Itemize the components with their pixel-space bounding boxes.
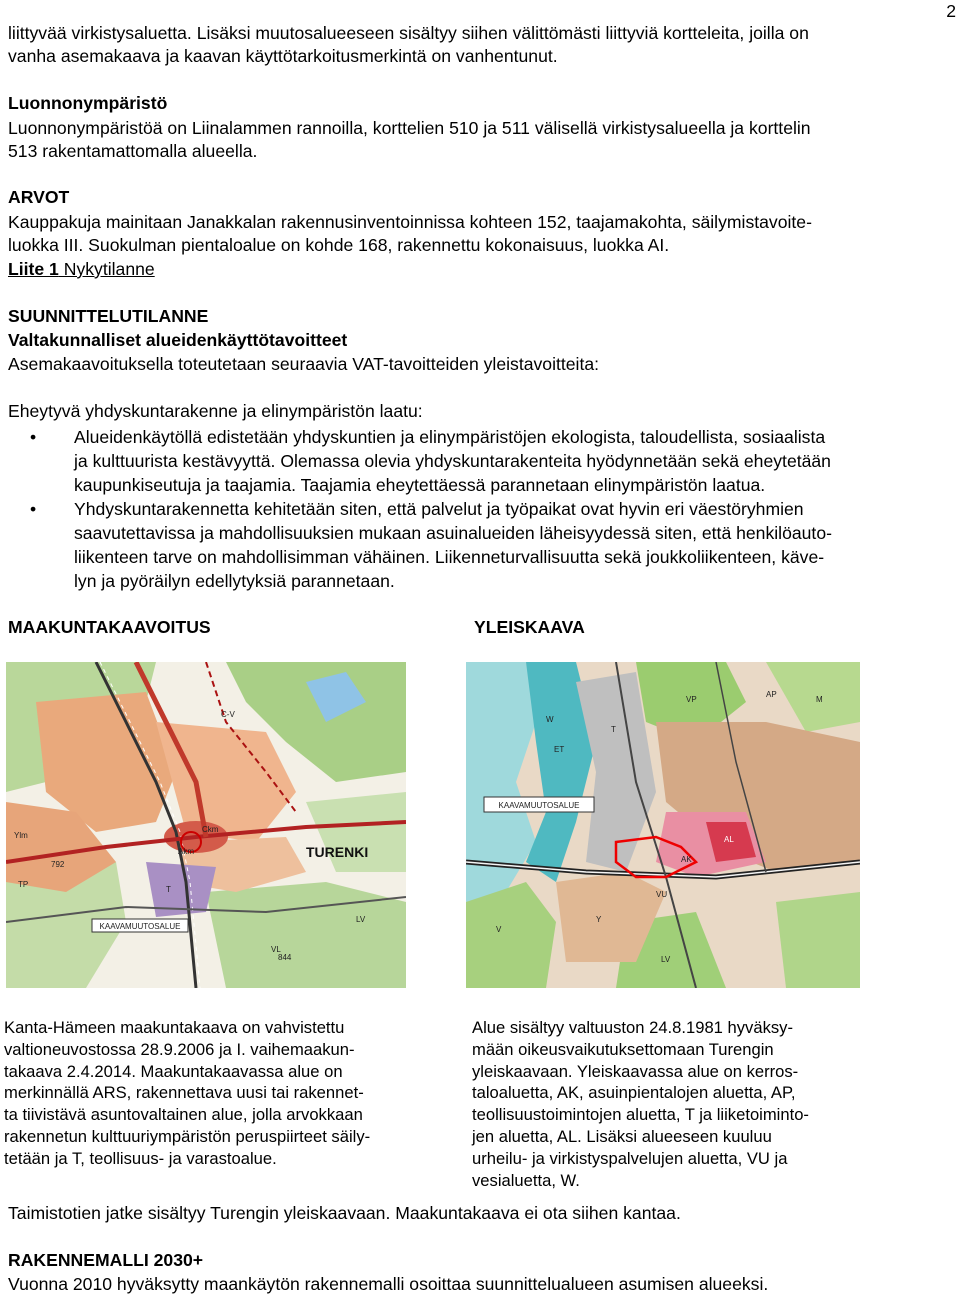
t-label: T (166, 885, 171, 894)
general-map-image (466, 662, 860, 988)
general-caption-line: vesialuetta, W. (472, 1170, 580, 1190)
regional-area-label: KAAVAMUUTOSALUE (99, 922, 181, 931)
ylm-label: Ylm (14, 831, 28, 840)
vp-label: VP (686, 695, 697, 704)
regional-plan-heading: MAAKUNTAKAAVOITUS (8, 617, 211, 637)
ak-label: AK (681, 855, 692, 864)
regional-caption-line: valtioneuvostossa 28.9.2006 ja I. vaihemaakun- (4, 1039, 355, 1059)
page-number: 2 (946, 1, 956, 21)
bullet-icon: • (30, 427, 37, 447)
regional-caption-line: takaava 2.4.2014. Maakuntakaavassa alue on (4, 1061, 343, 1081)
t-label: T (611, 725, 616, 734)
regional-caption-line: merkinnällä ARS, rakennettava uusi tai rakennet- (4, 1083, 364, 1103)
intro-line-2: vanha asemakaava ja kaavan käyttötarkoitusmerkintä on vanhentunut. (8, 46, 558, 66)
al-label: AL (724, 835, 734, 844)
general-caption-line: yleiskaavaan. Yleiskaavassa alue on kerros- (472, 1061, 799, 1081)
model-line: Vuonna 2010 hyväksytty maankäytön rakennemalli osoittaa suunnittelualueen asumisen alueeksi. (8, 1274, 769, 1294)
regional-caption-line: rakennetun kulttuuriympäristön peruspiirteet säily- (4, 1126, 371, 1146)
vl-label: VL (271, 945, 281, 954)
lv-label: LV (661, 955, 671, 964)
general-caption-line: Alue sisältyy valtuuston 24.8.1981 hyväksy- (472, 1018, 793, 1037)
road-844-label: 844 (278, 953, 292, 962)
general-plan-map (466, 662, 860, 988)
bullet-icon: • (30, 499, 37, 519)
nature-heading: Luonnonympäristö (8, 93, 168, 113)
m-label: M (816, 695, 823, 704)
lv-label: LV (356, 915, 366, 924)
nature-line-1: Luonnonympäristöä on Liinalammen rannoilla, korttelien 510 ja 511 välisellä virkistysalueella ja korttelin (8, 118, 811, 138)
regional-caption (4, 1017, 444, 1170)
regional-caption-line: tetään ja T, teollisuus- ja varastoalue. (4, 1148, 277, 1168)
ap-label: AP (766, 690, 777, 699)
vu-label: VU (656, 890, 668, 899)
planning-line: Asemakaavoituksella toteutetaan seuraavia VAT-tavoitteiden yleistavoitteita: (8, 354, 600, 374)
general-caption (472, 1017, 912, 1191)
nature-line-2: 513 rakentamattomalla alueella. (8, 141, 258, 161)
akm-label: Akm (178, 847, 194, 856)
road-792-label: 792 (51, 860, 65, 869)
regional-caption-line: Kanta-Hämeen maakuntakaava on vahvistettu (4, 1018, 345, 1037)
list-item (8, 498, 954, 594)
planning-heading: SUUNNITTELUTILANNE (8, 306, 209, 326)
cv-label: C-V (221, 710, 235, 719)
bullet-1-line-1: Alueidenkäytöllä edistetään yhdyskuntien ja elinympäristöjen ekologista, taloudellista, sosiaalista (74, 427, 826, 447)
appendix-link[interactable] (8, 258, 954, 282)
w-label: W (546, 715, 554, 724)
regional-map-image (6, 662, 406, 988)
general-caption-line: taloaluetta, AK, asuinpientalojen aluetta, AP, (472, 1083, 796, 1103)
appendix-text: Nykytilanne (58, 259, 155, 279)
tp-label: TP (18, 880, 29, 889)
note-text: Taimistotien jatke sisältyy Turengin yleiskaavaan. Maakuntakaava ei ota siihen kantaa. (8, 1203, 681, 1223)
bullet-2-line-2: saavutettavissa ja mahdollisuuksien mukaan asuinalueiden läheisyydessä siten, että henkilöauto- (74, 523, 832, 543)
general-caption-line: urheilu- ja virkistyspalvelujen aluetta, VU ja (472, 1148, 788, 1168)
general-caption-line: teollisuustoimintojen aluetta, T ja liiketoiminto- (472, 1105, 809, 1125)
v-label: V (496, 925, 502, 934)
bullet-1-line-2: ja kulttuurista kestävyyttä. Olemassa olevia yhdyskuntarakenteita hyödynnetään sekä eheytetään (74, 451, 831, 471)
bullet-2-line-4: lyn ja pyöräilyn edellytyksiä parannetaan. (74, 571, 395, 591)
bullet-2-line-1: Yhdyskuntarakennetta kehitetään siten, että palvelut ja työpaikat ovat hyvin eri väestöryhmien (74, 499, 804, 519)
general-caption-line: mään oikeusvaikutuksettomaan Turengin (472, 1039, 774, 1059)
general-area-label: KAAVAMUUTOSALUE (498, 801, 580, 810)
values-line-1: Kauppakuja mainitaan Janakkalan rakennusinventoinnissa kohteen 152, taajamakohta, säilymistavoite- (8, 212, 812, 232)
appendix-label: Liite 1 (8, 259, 59, 279)
values-line-2: luokka III. Suokulman pientaloalue on kohde 168, rakennettu kokonaisuus, luokka AI. (8, 235, 670, 255)
regional-caption-line: ta tiivistävä asuntovaltainen alue, jolla arvokkaan (4, 1105, 363, 1125)
list-item (8, 426, 954, 498)
values-heading: ARVOT (8, 187, 70, 207)
regional-plan-map (6, 662, 406, 988)
general-plan-heading: YLEISKAAVA (474, 617, 585, 637)
planning-subheading: Valtakunnalliset alueidenkäyttötavoitteet (8, 330, 348, 350)
ckm-label: Ckm (202, 825, 219, 834)
y-label: Y (596, 915, 602, 924)
model-heading: RAKENNEMALLI 2030+ (8, 1250, 204, 1270)
goal-title: Eheytyvä yhdyskuntarakenne ja elinympäristön laatu: (8, 401, 423, 421)
bullet-1-line-3: kaupunkiseutuja ja taajamia. Taajamia eheytettäessä parannetaan elinympäristön laatua. (74, 475, 766, 495)
et-label: ET (554, 745, 565, 754)
general-caption-line: jen aluetta, AL. Lisäksi alueeseen kuuluu (472, 1126, 772, 1146)
intro-line-1: liittyvää virkistysaluetta. Lisäksi muutosalueeseen sisältyy siihen välittömästi liittyviä kortteleita, joilla on (8, 23, 809, 43)
bullet-2-line-3: liikenteen tarve on mahdollisimman vähäinen. Liikenneturvallisuutta sekä joukkoliikenteen, käve- (74, 547, 825, 567)
town-label: TURENKI (306, 844, 369, 860)
